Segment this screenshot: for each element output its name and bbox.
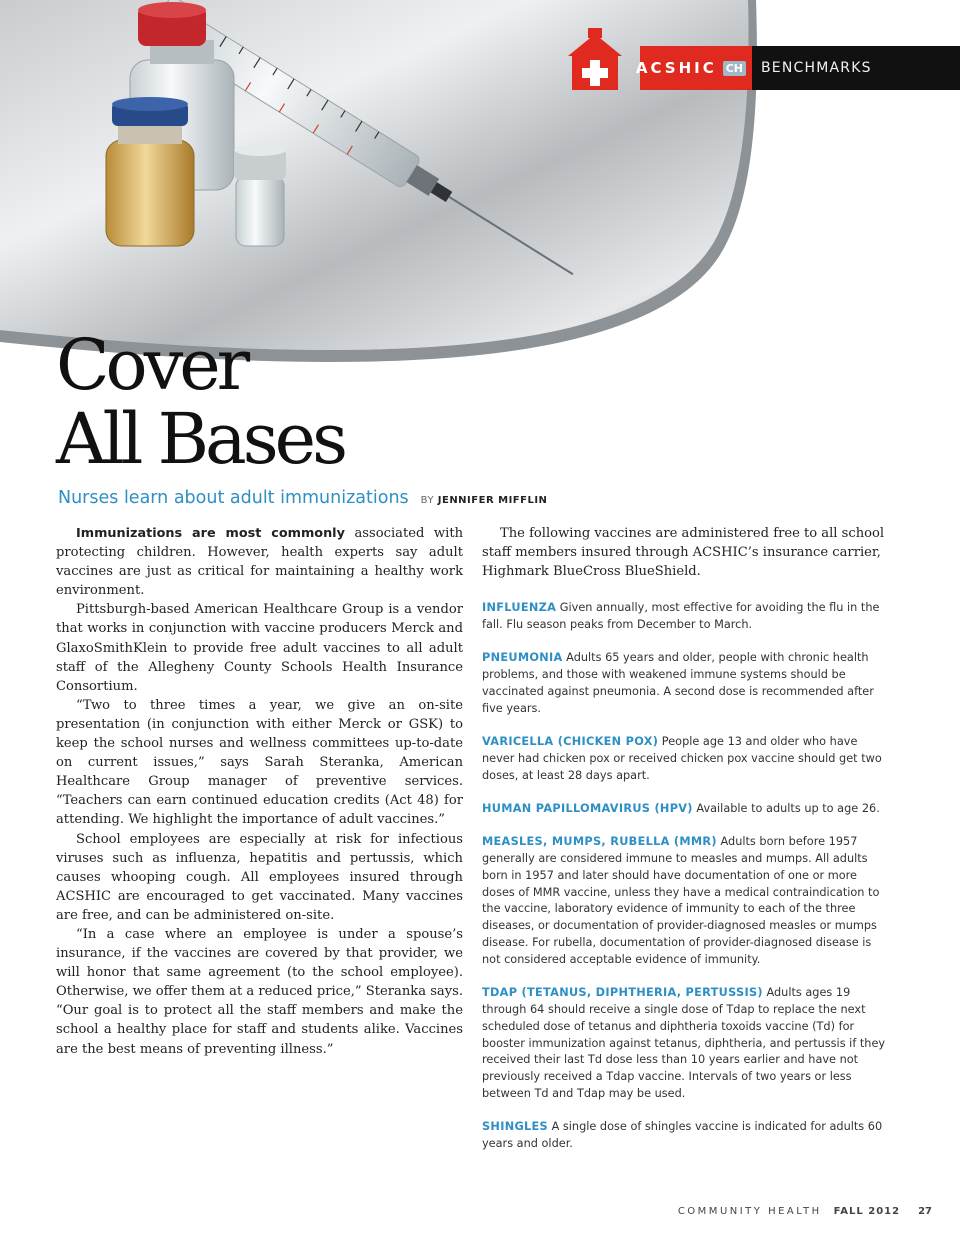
footer-publication: COMMUNITY HEALTH (677, 1206, 822, 1217)
body-paragraph (56, 830, 463, 925)
byline (421, 495, 548, 506)
header-brand-block (635, 46, 752, 90)
body-paragraph (56, 925, 463, 1059)
title-line-2: All Bases (56, 398, 345, 480)
vaccine-text: People age 13 and older who have never had chicken pox or received chicken pox vaccine should get two doses, at least 28 days apart. (482, 735, 882, 782)
paragraph-text: School employees are especially at risk for infectious viruses such as influenza, hepatitis and pertussis, which causes whooping cough. All employees insured through ACSHIC are encouraged to get vaccinated. Many vaccines are free, and can be administered on-site. (56, 831, 463, 923)
body-column-left (56, 524, 463, 1059)
paragraph-text: “In a case where an employee is under a spouse’s insurance, if the vaccines are covered by that provider, we will honor that same agreement (to the school employee). Otherwise, we offer them at a reduced price,” Steranka says. “Our goal is to protect all the staff members and make the school a healthy place for staff and students alike. Vaccines are the best means of preventing illness.” (56, 926, 463, 1057)
vaccine-name: HUMAN PAPILLOMAVIRUS (HPV) (482, 801, 693, 815)
vaccine-name: MEASLES, MUMPS, RUBELLA (MMR) (482, 835, 717, 849)
body-paragraph (56, 524, 463, 600)
paragraph-text: Pittsburgh-based American Healthcare Group is a vendor that works in conjunction with vaccine producers Merck and GlaxoSmithKlein to provide free adult vaccines to all adult staff of the Allegheny County Schools Health Insurance Consortium. (56, 602, 463, 694)
paragraph-lead: Immunizations are most commonly (76, 526, 345, 541)
vaccine-name: TDAP (TETANUS, DIPHTHERIA, PERTUSSIS) (482, 986, 763, 1000)
page-number: 27 (918, 1206, 932, 1217)
vaccine-name: VARICELLA (CHICKEN POX) (482, 735, 659, 749)
vaccine-item (482, 1119, 890, 1153)
vaccine-item (482, 650, 890, 717)
title-line-1: Cover (56, 324, 247, 406)
body-column-right (482, 524, 890, 1169)
header-section: BENCHMARKS (761, 60, 872, 76)
header-brand: ACSHIC (635, 59, 717, 77)
vaccine-text: Adults born before 1957 generally are considered immune to measles and mumps. All adults born in 1957 and later should have documentation of one or more doses of MMR vaccine, unless they have a medical contraindication to the vaccine, laboratory evidence of immunity to each of the three diseases, or documentation of provider-diagnosed measles or mumps disease. For rubella, documentation of provider-diagnosed disease is not considered acceptable evidence of immunity. (482, 835, 880, 966)
paragraph-text: “Two to three times a year, we give an on-site presentation (in conjunction with either Merck or GSK) to keep the school nurses and wellness committees up-to-date on current issues,” says Sarah Steranka, American Healthcare Group manager of preventive services. “Teachers can earn continued education credits (Act 48) for attending. We highlight the importance of adult vaccines.” (56, 697, 463, 828)
vaccine-item (482, 600, 890, 634)
schoolhouse-red-cross-icon (566, 26, 624, 90)
vaccine-item (482, 834, 890, 968)
vaccine-item (482, 801, 890, 818)
vaccine-text: Adults 65 years and older, people with chronic health problems, and those with weakened immune systems should be vaccinated against pneumonia. A second dose is recommended after five years. (482, 651, 874, 715)
paragraph-text: associated with protecting children. However, health experts say adult vaccines are just as critical for maintaining a healthy work environment. (56, 526, 464, 599)
vaccine-name: SHINGLES (482, 1120, 548, 1134)
vaccine-text: Available to adults up to age 26. (692, 801, 880, 815)
vaccine-item (482, 985, 890, 1103)
header-section-bar (752, 46, 960, 90)
article-subtitle: Nurses learn about adult immunizations (58, 488, 409, 508)
article-title (56, 324, 345, 480)
body-paragraph (56, 696, 463, 830)
vaccine-item (482, 734, 890, 784)
body-paragraph (56, 600, 463, 695)
page-footer (678, 1206, 932, 1217)
vaccine-name: PNEUMONIA (482, 651, 563, 665)
header-ch-badge: CH (723, 61, 746, 76)
subtitle-row (58, 488, 547, 508)
vaccine-intro: The following vaccines are administered free to all school staff members insured through ACSHIC’s insurance carrier, Highmark BlueCross BlueShield. (482, 526, 885, 580)
byline-by: BY (420, 495, 435, 506)
vaccine-name: INFLUENZA (482, 601, 557, 615)
vaccine-text: A single dose of shingles vaccine is indicated for adults 60 years and older. (482, 1120, 883, 1150)
footer-issue: FALL 2012 (833, 1206, 901, 1217)
byline-author: JENNIFER MIFFLIN (437, 495, 548, 506)
vaccine-text: Given annually, most effective for avoiding the flu in the fall. Flu season peaks from December to March. (482, 601, 880, 632)
vaccine-text: Adults ages 19 through 64 should receive a single dose of Tdap to replace the next scheduled dose of tetanus and diphtheria toxoids vaccine (Td) for booster immunization against tetanus, diphtheria, and pertussis if they received their last Td dose less than 10 years earlier and have not previously received a Tdap vaccine. Intervals of two years or less between Td and Tdap may be used. (482, 986, 886, 1100)
